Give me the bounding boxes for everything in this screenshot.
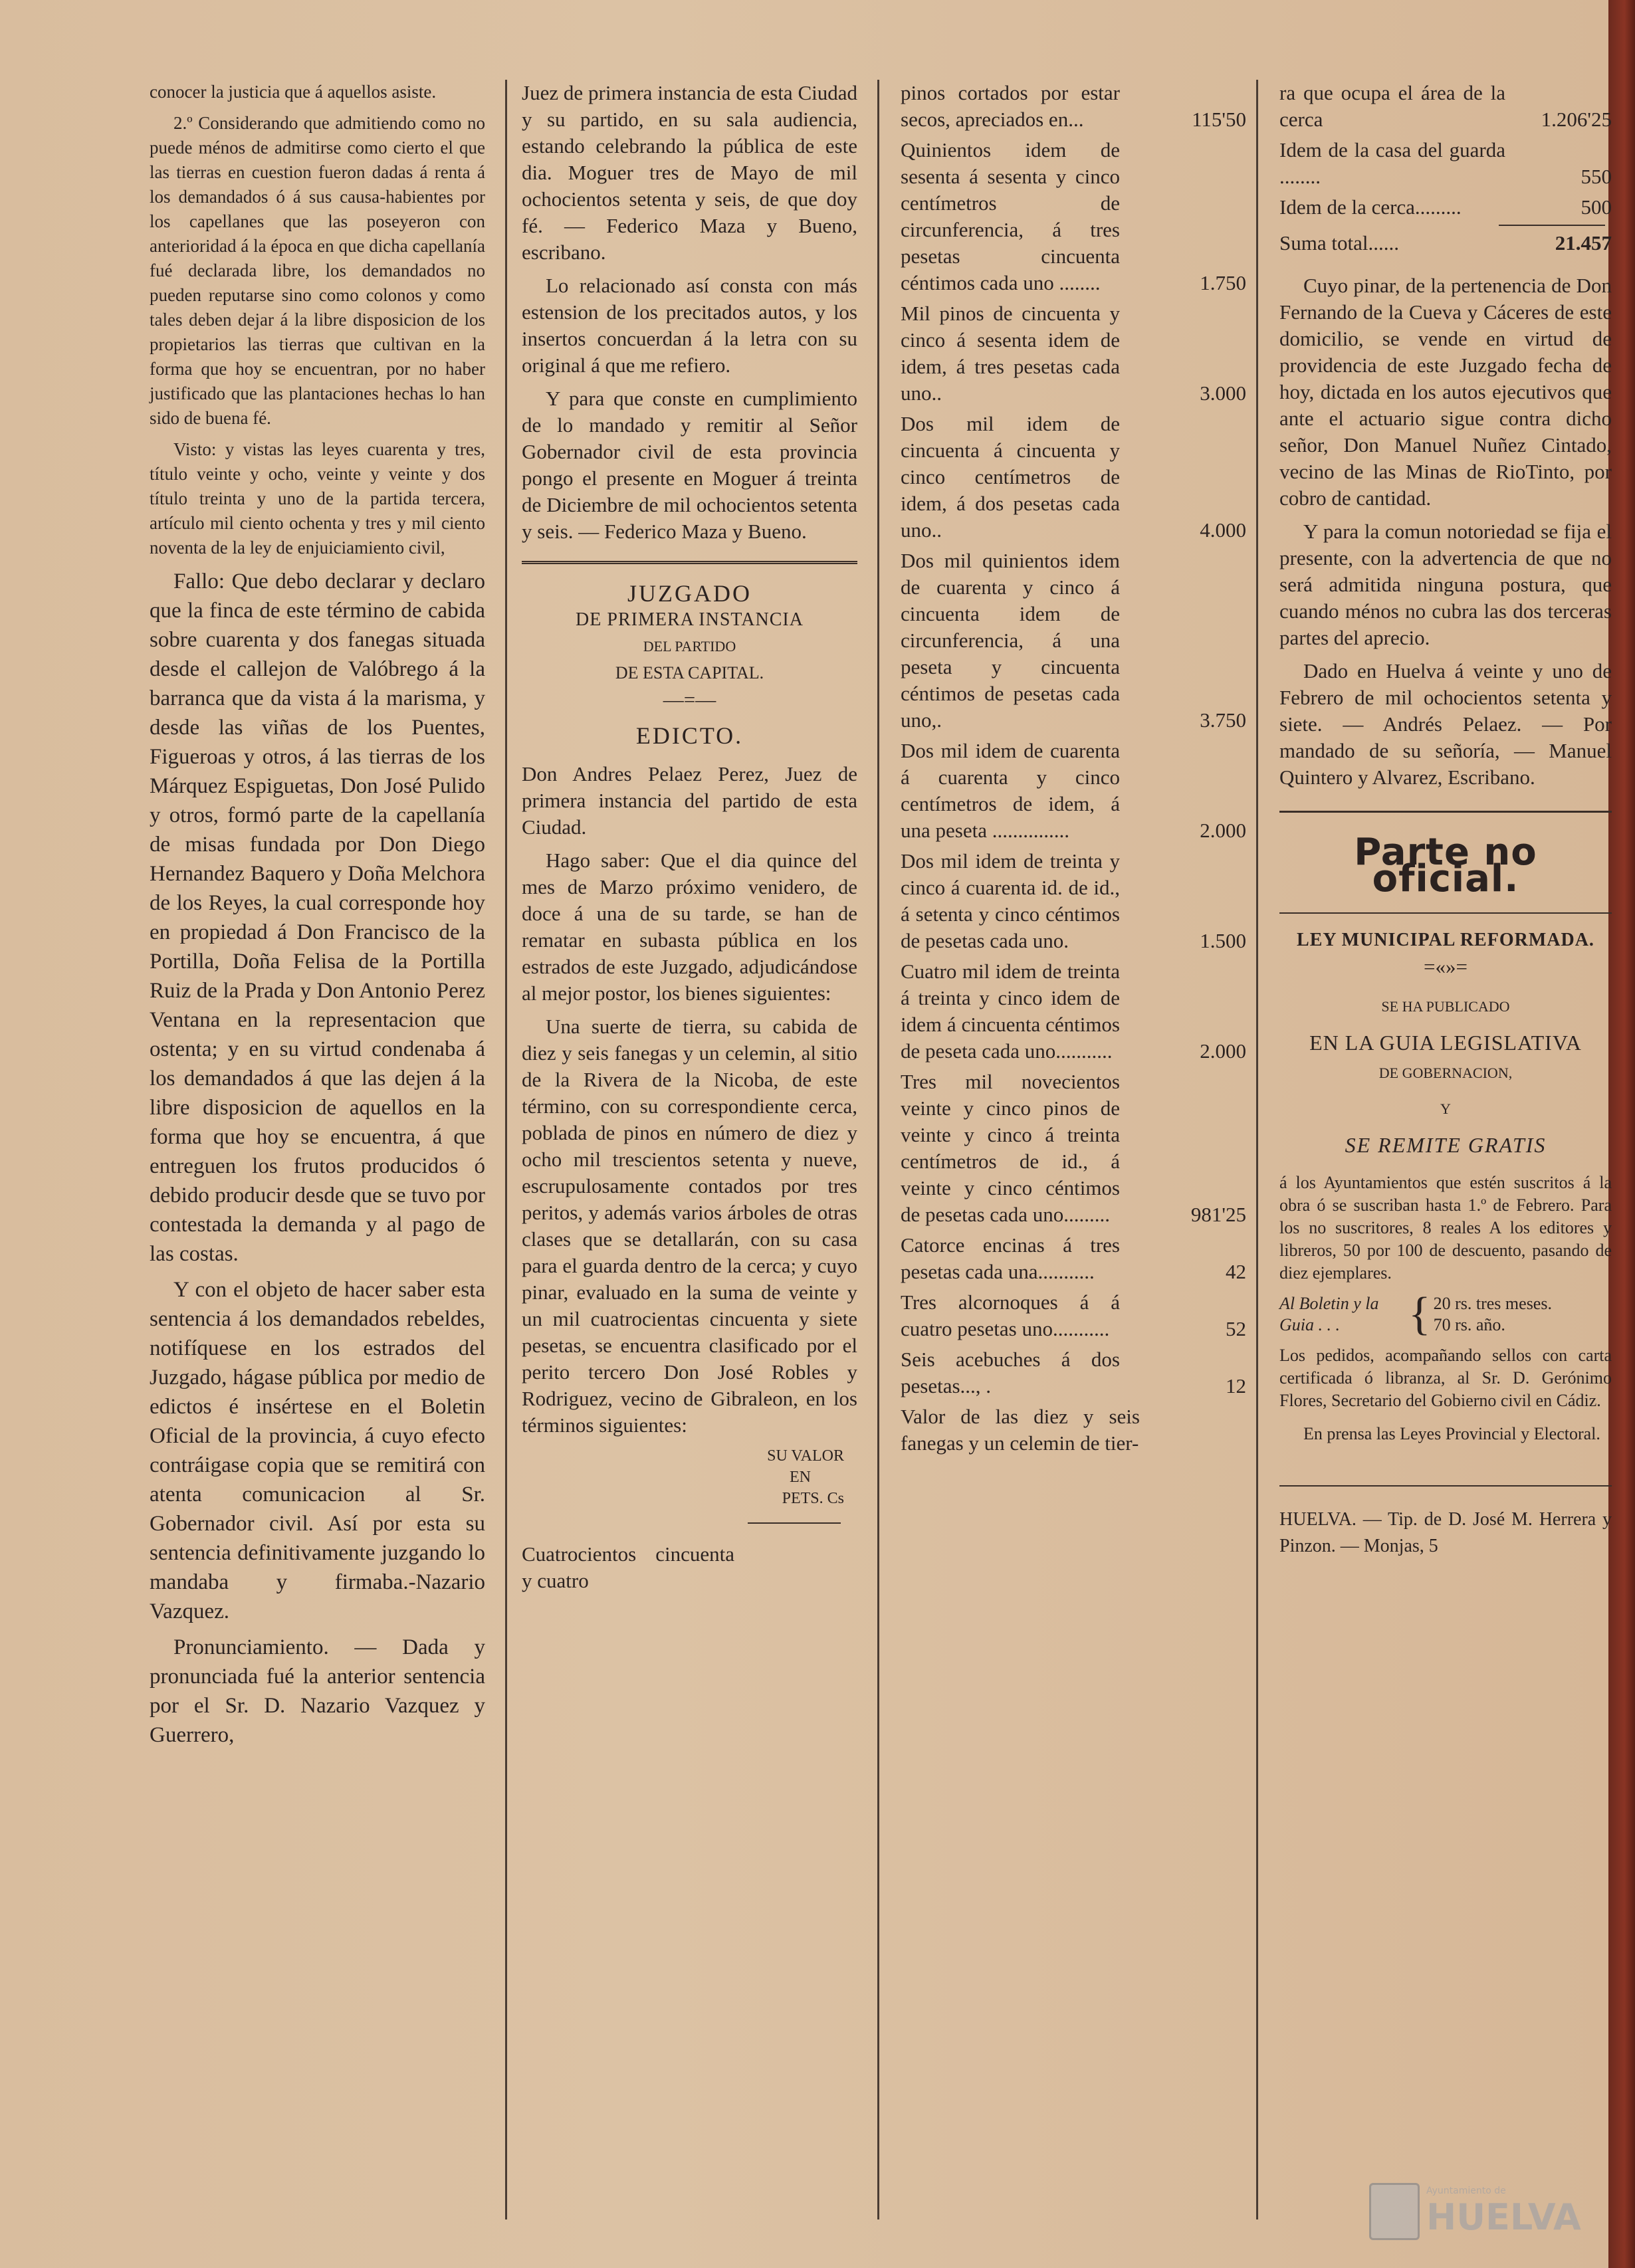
imprint: HUELVA. — Tip. de D. José M. Herrera y Pinzon. — Monjas, 5 xyxy=(1279,1509,1612,1556)
item-description: Dos mil idem de cincuenta á cincuenta y cinco centímetros de idem, á dos pesetas cada uno.. xyxy=(901,412,1120,542)
appraisal-list xyxy=(1279,80,1612,221)
paragraph: Dado en Huelva á veinte y uno de Febrero de mil ochocientos setenta y siete. — Andrés Pelaez. — Por mandado de su señoría, — Manuel Quintero y Alvarez, Escribano. xyxy=(1279,659,1612,789)
item-description: Tres alcornoques á á cuatro pesetas uno........... xyxy=(901,1290,1120,1340)
appraisal-item xyxy=(1279,80,1612,133)
section-subheading: DE ESTA CAPITAL. xyxy=(615,663,764,682)
ad-heading: LEY MUNICIPAL REFORMADA. xyxy=(1297,930,1594,950)
column-2 xyxy=(522,80,857,1601)
ad-line: DE GOBERNACION, xyxy=(1378,1065,1513,1081)
ad-line: EN LA GUIA LEGISLATIVA xyxy=(1309,1031,1582,1055)
item-description: Dos mil quinientos idem de cuarenta y cinco á cincuenta idem de circunferencia, á una peseta y cincuenta céntimos de pesetas cada uno,. xyxy=(901,549,1120,732)
archive-watermark xyxy=(1369,2182,1588,2241)
item-description: Dos mil idem de cuarenta á cuarenta y cinco centímetros de idem, á una peseta ............... xyxy=(901,739,1120,842)
column-3 xyxy=(901,80,1246,1463)
appraisal-item xyxy=(1279,194,1612,221)
item-amount: 550 xyxy=(1580,165,1612,188)
item-description: Tres mil novecientos veinte y cinco pinos de veinte y cinco á treinta centímetros de id., á veinte y cinco céntimos de pesetas cada uno......... xyxy=(901,1070,1120,1226)
watermark-small: Ayuntamiento de xyxy=(1426,2185,1506,2196)
price-block xyxy=(1279,1291,1612,1338)
item-amount: 1.206'25 xyxy=(1541,108,1612,131)
appraisal-item xyxy=(901,1232,1246,1285)
ad-line: SE REMITE GRATIS xyxy=(1345,1133,1547,1157)
ornament: —=— xyxy=(663,688,716,711)
column-rule xyxy=(877,80,879,2219)
valor-header: EN xyxy=(790,1469,811,1486)
item-description: Seis acebuches á dos pesetas..., . xyxy=(901,1348,1120,1397)
price-label: Al Boletin y la xyxy=(1279,1294,1379,1313)
appraisal-item xyxy=(901,80,1246,133)
total-amount: 21.457 xyxy=(1555,231,1612,255)
item-amount: 42 xyxy=(1226,1260,1246,1283)
total-label: Suma total...... xyxy=(1279,231,1399,255)
item-description: pinos cortados por estar secos, apreciados en... xyxy=(901,81,1120,131)
item-amount: 500 xyxy=(1580,195,1612,219)
fragment: conocer la justicia que á aquellos asiste. xyxy=(150,82,437,102)
paragraph: Pronunciamiento. — Dada y pronunciada fué la anterior sentencia por el Sr. D. Nazario Vazquez y Guerrero, xyxy=(150,1635,485,1747)
valor-header: PETS. Cs xyxy=(782,1490,844,1507)
item-description: Idem de la cerca......... xyxy=(1279,195,1462,219)
paragraph: Juez de primera instancia de esta Ciudad y su partido, en su sala audiencia, estando celebrando la pública de este dia. Moguer tres de Mayo de mil ochocientos setenta y seis, de que doy fé. — Federico Maza y Bueno, escribano. xyxy=(522,81,857,264)
ad-paragraph: Los pedidos, acompañando sellos con carta certificada ó libranza, al Sr. D. Gerónimo Flores, Secretario del Gobierno civil en Cádiz. xyxy=(1279,1346,1612,1410)
appraisal-item xyxy=(901,848,1246,954)
appraisal-item xyxy=(901,1289,1246,1342)
section-heading: DE PRIMERA INSTANCIA xyxy=(576,609,804,630)
paragraph: Don Andres Pelaez Perez, Juez de primera instancia del partido de esta Ciudad. xyxy=(522,762,857,839)
item-amount: 981'25 xyxy=(1190,1203,1246,1226)
appraisal-item xyxy=(901,548,1246,734)
price-label: Guia . . . xyxy=(1279,1315,1340,1334)
city-logo-icon xyxy=(1369,2183,1420,2240)
brace: { xyxy=(1408,1289,1431,1340)
item-description: Cuatro mil idem de treinta á treinta y cinco idem de idem á cincuenta céntimos de peseta cada uno........... xyxy=(901,960,1120,1063)
ad-paragraph: á los Ayuntamientos que estén suscritos á la obra ó se suscriban hasta 1.º de Febrero. Para los no suscritores, 8 reales A los editores y libreros, 50 por 100 de descuento, pasando de diez ejemplares. xyxy=(1279,1173,1612,1283)
appraisal-list xyxy=(901,80,1246,1399)
item-amount: 3.000 xyxy=(1200,381,1246,405)
watermark-text: HUELVA xyxy=(1426,2196,1581,2238)
appraisal-item xyxy=(901,137,1246,296)
paragraph: Fallo: Que debo declarar y declaro que la finca de este término de cabida sobre cuarenta y dos fanegas situada desde el callejon de Valóbrego á la barranca que da vista á la marisma, y desde las viñas de los Puentes, Figueroas y otros, á las tierras de los Márquez Espiguetas, Don José Pulido y otros, formó parte de la capellanía de misas fundada por Don Diego Hernandez Baquero y Doña Melchora de los Reyes, la cual corresponde hoy en propiedad á Don Francisco de la Portilla, Doña Felisa de la Portilla Ruiz de la Prada y Don Antonio Perez Ventana en la representacion que ostenta; y en su virtud condenaba á los demandados á que las dejen á la libre disposicion de aquellos en la forma que hoy se encuentra, á que entreguen los frutos producidos ó debido producir desde que se tuvo por contestada la demanda y al pago de las costas. xyxy=(150,569,485,1266)
paragraph: Valor de las diez y seis fanegas y un celemin de tier- xyxy=(901,1405,1140,1455)
item-description: Idem de la casa del guarda ........ xyxy=(1279,138,1505,188)
item-description: Mil pinos de cincuenta y cinco á sesenta idem de idem, á tres pesetas cada uno.. xyxy=(901,302,1120,405)
item-amount: 12 xyxy=(1226,1374,1246,1397)
paragraph: Cuyo pinar, de la pertenencia de Don Fernando de la Cueva y Cáceres de este domicilio, se vende en virtud de providencia de este Juzgado fecha de hoy, dictada en los autos ejecutivos que ante el actuario sigue contra dicho señor, Don Manuel Nuñez Cintado, vecino de las Minas de RioTinto, por cobro de cantidad. xyxy=(1279,274,1612,510)
paragraph: Hago saber: Que el dia quince del mes de Marzo próximo venidero, de doce á una de su tarde, se han de rematar en subasta pública en los estrados de este Juzgado, adjudicándose al mejor postor, los bienes siguientes: xyxy=(522,849,857,1005)
appraisal-item xyxy=(901,1069,1246,1228)
section-heading: JUZGADO xyxy=(627,580,752,607)
appraisal-item xyxy=(901,958,1246,1065)
column-rule xyxy=(505,80,507,2219)
ad-line: Y xyxy=(1440,1100,1451,1117)
edicto-title: EDICTO. xyxy=(635,722,744,749)
item-description: ra que ocupa el área de la cerca xyxy=(1279,81,1505,131)
ad-paragraph: En prensa las Leyes Provincial y Electoral. xyxy=(1303,1424,1600,1443)
ornament: =«»= xyxy=(1424,955,1468,978)
item-amount: 52 xyxy=(1226,1317,1246,1340)
paragraph: Y con el objeto de hacer saber esta sentencia á los demandados rebeldes, notifíquese en los estrados del Juzgado, hágase pública por medio de edictos é insértese en el Boletin Oficial de la provincia, á cuyo efecto contráigase copia que se remitirá con atenta comunicacion al Sr. Gobernador civil. Así por esta su sentencia definitivamente juzgando lo mandaba y firmaba.-Nazario Vazquez. xyxy=(150,1278,485,1623)
price-value: 20 rs. tres meses. xyxy=(1433,1294,1552,1313)
appraisal-item xyxy=(1279,137,1612,190)
appraisal-item xyxy=(901,300,1246,407)
column-rule xyxy=(1256,80,1258,2219)
item-amount: 115'50 xyxy=(1192,108,1246,131)
item-description: Dos mil idem de treinta y cinco á cuarenta id. de id., á setenta y cinco céntimos de pesetas cada uno. xyxy=(901,849,1120,952)
appraisal-item xyxy=(901,411,1246,544)
paragraph: 2.º Considerando que admitiendo como no puede ménos de admitirse como cierto el que las tierras en cuestion fueron dadas á renta á los demandados ó á sus causa-habientes por los capellanes que las poseyeron con anterioridad á la época en que dicha capellanía fué declarada libre, los demandados no pueden reputarse sino como colonos y como tales deben dejar á la libre disposicion de los propietarios las tierras que cultivan en la forma que hoy se encuentran, por no haber justificado que las plantaciones hechas lo han sido de buena fé. xyxy=(150,113,485,428)
paragraph: Visto: y vistas las leyes cuarenta y tres, título veinte y ocho, veinte y veinte y dos título treinta y uno de la partida tercera, artículo mil ciento ochenta y tres y mil ciento noventa de la ley de enjuiciamiento civil, xyxy=(150,439,485,558)
item-amount: 1.750 xyxy=(1200,271,1246,294)
item-amount: 2.000 xyxy=(1200,819,1246,842)
item-amount: 2.000 xyxy=(1200,1039,1246,1063)
column-1 xyxy=(150,80,485,1756)
total-row xyxy=(1279,230,1612,257)
item-amount: 1.500 xyxy=(1200,929,1246,952)
paragraph: Lo relacionado así consta con más estension de los precitados autos, y los insertos concuerdan á la letra con su original á que me refiero. xyxy=(522,274,857,377)
appraisal-item xyxy=(901,1346,1246,1399)
binding-edge xyxy=(1608,0,1635,2268)
column-4 xyxy=(1279,80,1612,1566)
paragraph: Y para que conste en cumplimiento de lo mandado y remitir al Señor Gobernador civil de esta provincia pongo el presente en Moguer á treinta de Diciembre de mil ochocientos setenta y seis. — Federico Maza y Bueno. xyxy=(522,387,857,543)
item-description: Catorce encinas á tres pesetas cada una........... xyxy=(901,1233,1120,1283)
appraisal-item xyxy=(901,738,1246,844)
price-value: 70 rs. año. xyxy=(1433,1315,1505,1334)
item-description: Quinientos idem de sesenta á sesenta y cinco centímetros de circunferencia, á tres pesetas cincuenta céntimos cada uno ........ xyxy=(901,138,1120,294)
section-divider xyxy=(522,561,857,564)
item-amount: 4.000 xyxy=(1200,518,1246,542)
paragraph: Y para la comun notoriedad se fija el presente, con la advertencia de que no será admitida ninguna postura, que cuando ménos no cubra las dos terceras partes del aprecio. xyxy=(1279,520,1612,649)
ad-line: SE HA PUBLICADO xyxy=(1381,998,1510,1015)
paragraph: Una suerte de tierra, su cabida de diez y seis fanegas y un celemin, al sitio de la Rivera de la Nicoba, de este término, con su correspondiente cerca, poblada de pinos en número de diez y ocho mil trescientos setenta y nueve, escrupulosamente contados por tres peritos, y además varios árboles de otras clases que se detallarán, con su casa para el guarda dentro de la cerca; y cuyo pinar, evaluado en la suma de veinte y un mil cuatrocientas cincuenta y siete pesetas, se encuentra clasificado por el perito tercero Don José Robles y Rodriguez, vecino de Gibraleon, en los términos siguientes: xyxy=(522,1015,857,1437)
valor-header: SU VALOR xyxy=(767,1447,844,1465)
section-title: Parte no oficial. xyxy=(1354,831,1537,900)
section-subheading: DEL PARTIDO xyxy=(643,638,736,655)
paragraph: Cuatrocientos cincuenta y cuatro xyxy=(522,1542,734,1592)
item-amount: 3.750 xyxy=(1200,708,1246,732)
